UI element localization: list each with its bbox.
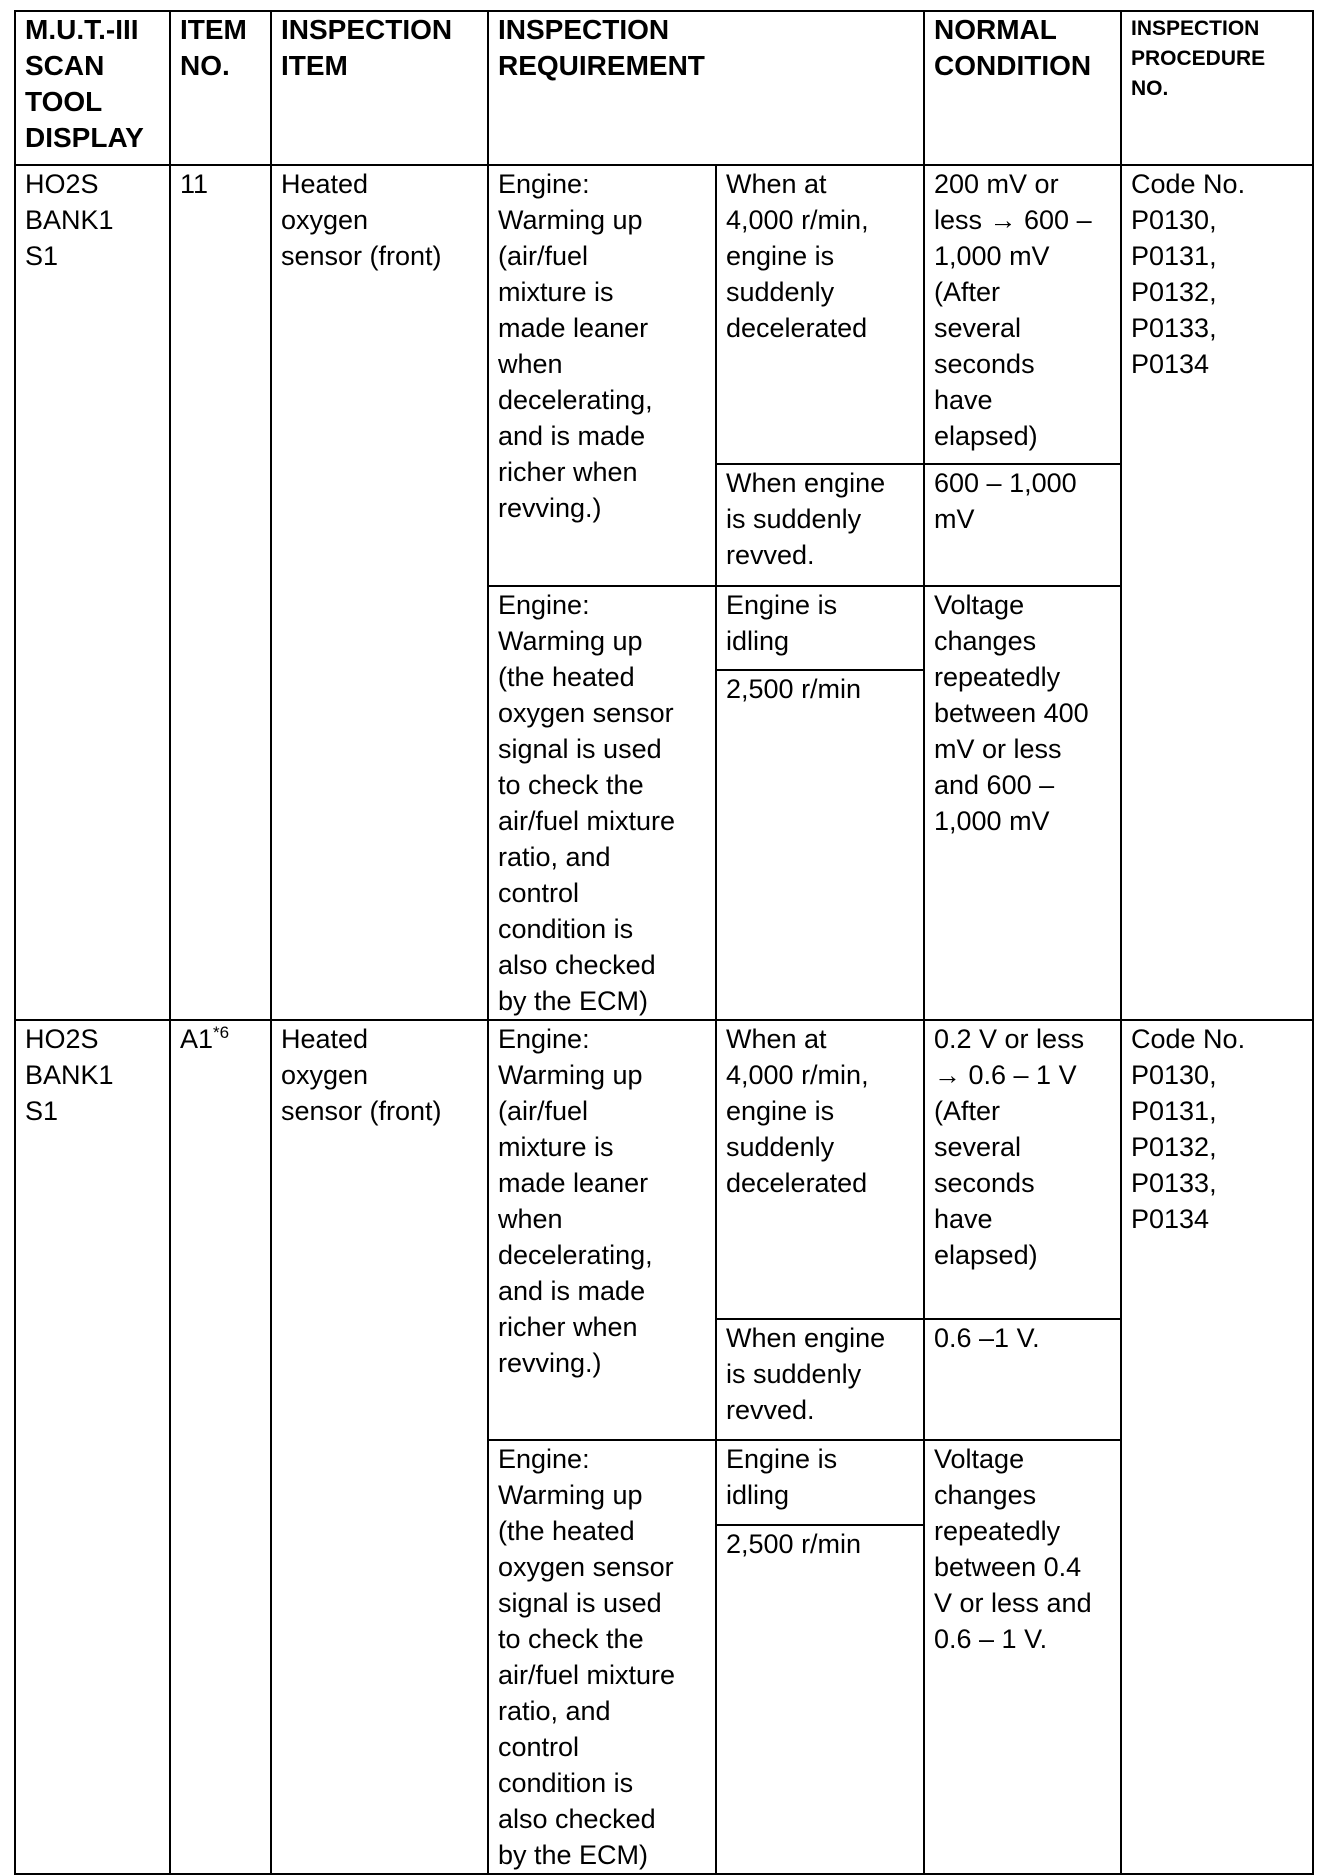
requirement-detail-cell <box>716 464 924 586</box>
requirement-condition-cell-line: oxygen sensor <box>498 698 674 728</box>
requirement-detail-cell-line: 2,500 r/min <box>726 1528 862 1559</box>
requirement-condition-cell-line: when <box>498 1204 563 1234</box>
normal-condition-cell-line: 0.6 – 1 V. <box>934 1624 1048 1654</box>
normal-condition-cell-line: changes <box>934 1480 1037 1510</box>
requirement-condition-cell-line: and is made <box>498 421 646 451</box>
normal-condition-cell <box>924 464 1121 586</box>
procedure-no-cell-line: P0130, <box>1131 205 1217 235</box>
requirement-detail-cell-line: is suddenly <box>726 1359 862 1389</box>
requirement-condition-cell-line: (the heated <box>498 662 635 692</box>
requirement-detail-cell-line: suddenly <box>726 277 835 307</box>
normal-condition-cell <box>924 586 1121 1020</box>
requirement-detail-cell-line: revved. <box>726 1395 815 1425</box>
requirement-detail-cell <box>716 670 924 1020</box>
inspection-item-cell <box>271 1020 488 1874</box>
normal-condition-cell-line: between 400 <box>934 698 1089 728</box>
inspection-item-cell <box>271 165 488 1020</box>
inspection-table <box>14 10 1314 1875</box>
header-inspection-item: INSPECTION ITEM <box>271 11 488 165</box>
procedure-no-cell-line: P0131, <box>1131 1096 1217 1126</box>
header-scan-tool-display: M.U.T.-III SCAN TOOL DISPLAY <box>15 11 170 165</box>
normal-condition-cell-line: between 0.4 <box>934 1552 1082 1582</box>
procedure-no-cell-line: P0133, <box>1131 313 1217 343</box>
requirement-detail-cell-line: suddenly <box>726 1132 835 1162</box>
requirement-condition-cell-line: signal is used <box>498 734 662 764</box>
scan-tool-display-cell <box>15 1020 170 1874</box>
table-row <box>15 165 1313 464</box>
procedure-no-cell-line: P0132, <box>1131 277 1217 307</box>
requirement-condition-cell-line: Warming up <box>498 626 643 656</box>
normal-condition-cell <box>924 1440 1121 1874</box>
requirement-condition-cell-line: mixture is <box>498 1132 614 1162</box>
requirement-condition-cell-line: richer when <box>498 457 638 487</box>
inspection-item-cell-line: oxygen <box>281 1060 369 1090</box>
requirement-detail-cell-line: Engine is <box>726 1444 838 1474</box>
table-row <box>15 1020 1313 1319</box>
requirement-condition-cell-line: control <box>498 1732 580 1762</box>
inspection-item-cell-line: sensor (front) <box>281 1096 442 1126</box>
requirement-condition-cell <box>488 1440 716 1874</box>
requirement-detail-cell <box>716 1525 924 1874</box>
item-no-footnote: *6 <box>213 1023 230 1042</box>
requirement-condition-cell-line: decelerating, <box>498 1240 653 1270</box>
header-inspection-requirement: INSPECTION REQUIREMENT <box>488 11 924 165</box>
requirement-condition-cell-line: oxygen sensor <box>498 1552 674 1582</box>
normal-condition-cell <box>924 1319 1121 1440</box>
requirement-condition-cell-line: Engine: <box>498 169 590 199</box>
requirement-condition-cell-line: made leaner <box>498 313 649 343</box>
requirement-detail-cell-line: 4,000 r/min, <box>726 1060 869 1090</box>
requirement-detail-cell <box>716 165 924 464</box>
requirement-condition-cell-line: Engine: <box>498 590 590 620</box>
requirement-condition-cell-line: Engine: <box>498 1444 590 1474</box>
requirement-condition-cell-line: also checked <box>498 1804 656 1834</box>
requirement-condition-cell-line: mixture is <box>498 277 614 307</box>
requirement-detail-cell-line: is suddenly <box>726 504 862 534</box>
normal-condition-cell-line: V or less and <box>934 1588 1092 1618</box>
normal-condition-cell-line: 0.6 –1 V. <box>934 1323 1040 1353</box>
requirement-detail-cell-line: engine is <box>726 241 835 271</box>
requirement-condition-cell-line: richer when <box>498 1312 638 1342</box>
requirement-condition-cell-line: air/fuel mixture <box>498 1660 676 1690</box>
requirement-condition-cell <box>488 586 716 1020</box>
requirement-detail-cell-line: idling <box>726 626 790 656</box>
requirement-detail-cell-line: When engine <box>726 1323 886 1353</box>
inspection-item-cell-line: oxygen <box>281 205 369 235</box>
scan-tool-display-cell <box>15 165 170 1020</box>
procedure-no-cell <box>1121 1020 1313 1874</box>
inspection-item-cell-line: sensor (front) <box>281 241 442 271</box>
header-normal-condition: NORMAL CONDITION <box>924 11 1121 165</box>
requirement-condition-cell-line: decelerating, <box>498 385 653 415</box>
requirement-detail-cell <box>716 1319 924 1440</box>
normal-condition-cell-line: seconds <box>934 349 1035 379</box>
normal-condition-cell-line: 200 mV or <box>934 169 1059 199</box>
requirement-detail-cell-line: Engine is <box>726 590 838 620</box>
requirement-condition-cell-line: Engine: <box>498 1024 590 1054</box>
requirement-condition-cell-line: also checked <box>498 950 656 980</box>
normal-condition-cell-line: have <box>934 1204 993 1234</box>
requirement-condition-cell-line: condition is <box>498 1768 634 1798</box>
normal-condition-cell-line: elapsed) <box>934 1240 1038 1270</box>
requirement-condition-cell-line: (the heated <box>498 1516 635 1546</box>
requirement-detail-cell <box>716 1440 924 1525</box>
procedure-no-cell-line: P0134 <box>1131 1204 1210 1234</box>
requirement-condition-cell-line: signal is used <box>498 1588 662 1618</box>
requirement-detail-cell-line: revved. <box>726 540 815 570</box>
scan-tool-display-cell-line: HO2S <box>25 169 99 199</box>
procedure-no-cell-line: P0130, <box>1131 1060 1217 1090</box>
normal-condition-cell-line: mV or less <box>934 734 1062 764</box>
requirement-condition-cell-line: and is made <box>498 1276 646 1306</box>
requirement-condition-cell-line: ratio, and <box>498 1696 611 1726</box>
normal-condition-cell-line: seconds <box>934 1168 1035 1198</box>
requirement-condition-cell <box>488 165 716 586</box>
item-no-cell <box>170 1020 271 1874</box>
requirement-condition-cell-line: made leaner <box>498 1168 649 1198</box>
normal-condition-cell-line: 1,000 mV <box>934 241 1050 271</box>
procedure-no-cell-line: P0134 <box>1131 349 1210 379</box>
normal-condition-cell-line: (After <box>934 277 1001 307</box>
header-item-no: ITEM NO. <box>170 11 271 165</box>
normal-condition-cell-line: less → 600 – <box>934 205 1092 235</box>
normal-condition-cell-line: several <box>934 313 1022 343</box>
scan-tool-display-cell-line: S1 <box>25 1096 59 1126</box>
requirement-detail-cell-line: When at <box>726 1024 827 1054</box>
normal-condition-cell-line: and 600 – <box>934 770 1055 800</box>
requirement-condition-cell-line: (air/fuel <box>498 241 589 271</box>
normal-condition-cell-line: mV <box>934 504 975 534</box>
header-inspection-procedure-no: INSPECTION PROCEDURE NO. <box>1121 11 1313 165</box>
normal-condition-cell-line: 600 – 1,000 <box>934 468 1077 498</box>
requirement-detail-cell-line: When at <box>726 169 827 199</box>
requirement-detail-cell-line: 2,500 r/min <box>726 674 862 705</box>
requirement-condition-cell <box>488 1020 716 1440</box>
inspection-item-cell-line: Heated <box>281 1024 369 1054</box>
normal-condition-cell-line: 0.2 V or less <box>934 1024 1085 1054</box>
requirement-condition-cell-line: (air/fuel <box>498 1096 589 1126</box>
requirement-condition-cell-line: revving.) <box>498 1348 602 1378</box>
requirement-detail-cell <box>716 586 924 670</box>
procedure-no-cell-line: P0131, <box>1131 241 1217 271</box>
procedure-no-cell-line: Code No. <box>1131 169 1246 199</box>
requirement-condition-cell-line: control <box>498 878 580 908</box>
procedure-no-cell-line: Code No. <box>1131 1024 1246 1054</box>
scan-tool-display-cell-line: BANK1 <box>25 1060 114 1090</box>
requirement-condition-cell-line: by the ECM) <box>498 986 649 1016</box>
procedure-no-cell <box>1121 165 1313 1020</box>
requirement-condition-cell-line: when <box>498 349 563 379</box>
requirement-condition-cell-line: by the ECM) <box>498 1840 649 1870</box>
requirement-condition-cell-line: air/fuel mixture <box>498 806 676 836</box>
requirement-condition-cell-line: to check the <box>498 770 644 800</box>
requirement-condition-cell-line: revving.) <box>498 493 602 523</box>
requirement-condition-cell-line: Warming up <box>498 1060 643 1090</box>
requirement-condition-cell-line: Warming up <box>498 1480 643 1510</box>
normal-condition-cell-line: 1,000 mV <box>934 806 1050 836</box>
requirement-condition-cell-line: ratio, and <box>498 842 611 872</box>
item-no-cell <box>170 165 271 1020</box>
procedure-no-cell-line: P0133, <box>1131 1168 1217 1198</box>
requirement-detail-cell-line: decelerated <box>726 1168 868 1198</box>
normal-condition-cell-line: several <box>934 1132 1022 1162</box>
requirement-detail-cell-line: engine is <box>726 1096 835 1126</box>
requirement-detail-cell-line: idling <box>726 1480 790 1510</box>
requirement-detail-cell <box>716 1020 924 1319</box>
scan-tool-display-cell-line: BANK1 <box>25 205 114 235</box>
item-no: 11 <box>180 169 209 199</box>
normal-condition-cell <box>924 1020 1121 1319</box>
requirement-condition-cell-line: to check the <box>498 1624 644 1654</box>
normal-condition-cell-line: Voltage <box>934 1444 1025 1474</box>
scan-tool-display-cell-line: HO2S <box>25 1024 99 1054</box>
requirement-detail-cell-line: When engine <box>726 468 886 498</box>
normal-condition-cell-line: → 0.6 – 1 V <box>934 1060 1077 1090</box>
scan-tool-display-cell-line: S1 <box>25 241 59 271</box>
normal-condition-cell-line: elapsed) <box>934 421 1038 451</box>
normal-condition-cell-line: repeatedly <box>934 662 1061 692</box>
requirement-condition-cell-line: Warming up <box>498 205 643 235</box>
requirement-detail-cell-line: 4,000 r/min, <box>726 205 869 235</box>
header-row <box>15 11 1313 165</box>
requirement-condition-cell-line: condition is <box>498 914 634 944</box>
normal-condition-cell-line: changes <box>934 626 1037 656</box>
normal-condition-cell-line: have <box>934 385 993 415</box>
requirement-detail-cell-line: decelerated <box>726 313 868 343</box>
normal-condition-cell <box>924 165 1121 464</box>
normal-condition-cell-line: repeatedly <box>934 1516 1061 1546</box>
inspection-item-cell-line: Heated <box>281 169 369 199</box>
procedure-no-cell-line: P0132, <box>1131 1132 1217 1162</box>
normal-condition-cell-line: (After <box>934 1096 1001 1126</box>
normal-condition-cell-line: Voltage <box>934 590 1025 620</box>
item-no: A1 <box>180 1024 214 1054</box>
